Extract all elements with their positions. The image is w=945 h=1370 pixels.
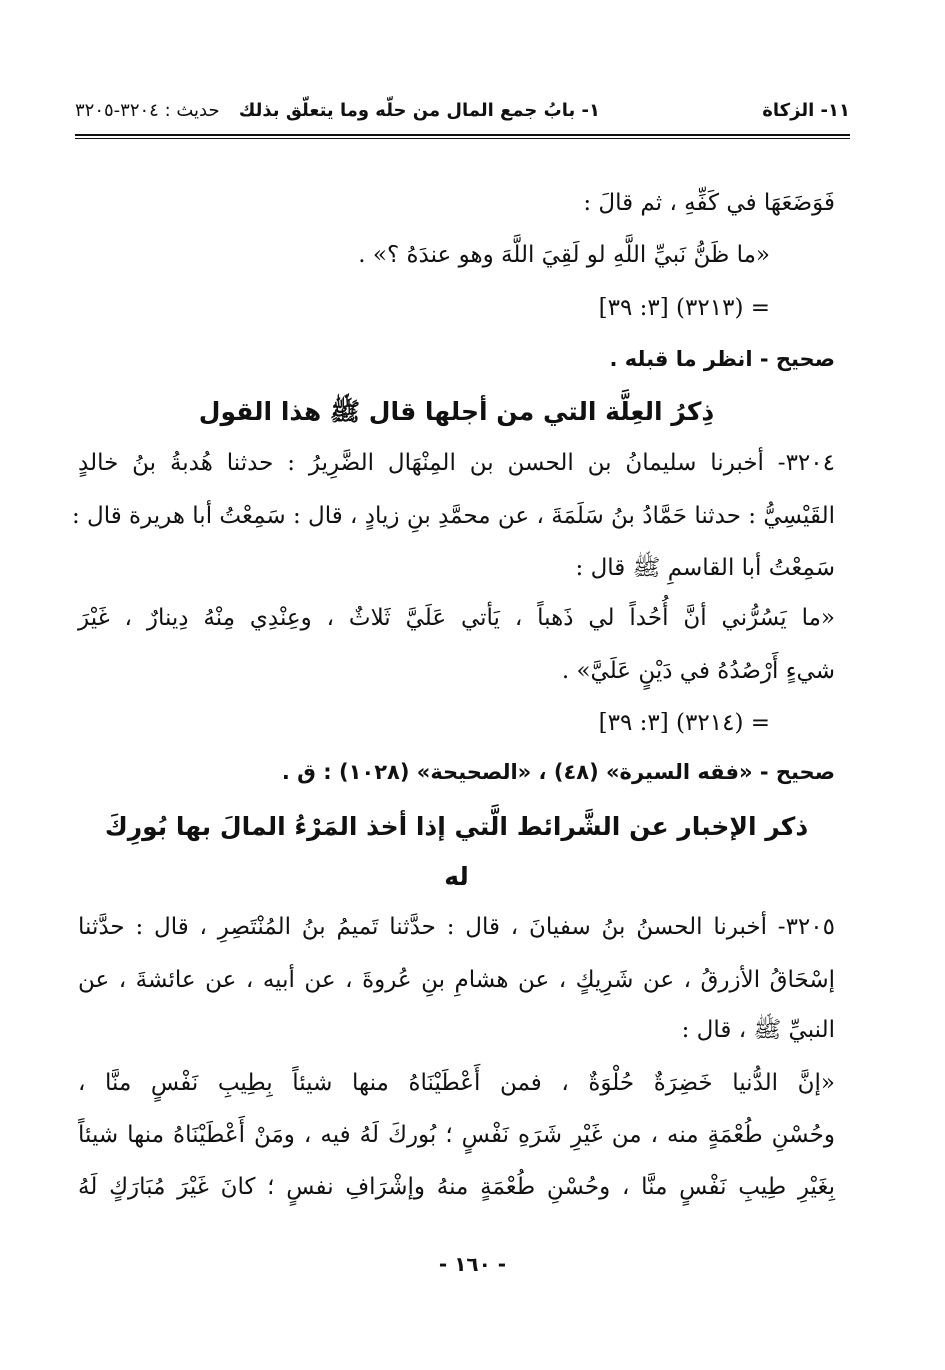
header-rule (75, 134, 850, 136)
section-heading: ذكر الإخبار عن الشَّرائط الَّتي إذا أخذ المَرْءُ المالَ بها بُورِكَ (104, 812, 809, 841)
hadith-3205-line: النبيِّ ﷺ ، قال : (681, 1017, 835, 1043)
hadith-3205-line: إسْحَاقُ الأزرقُ ، عن شَرِيكٍ ، عن هشامِ بنِ عُروةَ ، عن أبيه ، عن عائشةَ ، عن (78, 967, 835, 993)
reference-line: = (٣٢١٤) [٣: ٣٩] (598, 710, 770, 736)
section-heading-cont: له (444, 862, 469, 891)
chapter-title: ١١- الزكاة (762, 100, 850, 121)
grading-line: صحيح - انظر ما قبله . (609, 347, 835, 371)
hadith-3204-line: ٣٢٠٤- أخبرنا سليمانُ بن الحسن بن المِنْهَال الضَّرِيرُ : حدثنا هُدبةُ بنُ خالدٍ (78, 450, 835, 476)
hadith-3205-matn: وحُسْنِ طُعْمَةٍ منه ، من غَيْرِ شَرَهِ نَفْسٍ ؛ بُوركَ لَهُ فيه ، ومَنْ أَعْطَيْنَاهُ منها شيئاً (78, 1122, 835, 1148)
hadith-3204-line: سَمِعْتُ أبا القاسمِ ﷺ قال : (575, 555, 835, 581)
hadith-3205-matn: «إنَّ الدُّنيا خَضِرَةٌ حُلْوَةٌ ، فمن أَعْطَيْنَاهُ منها شيئاً بِطِيبِ نَفْسٍ منَّا ، (78, 1070, 835, 1096)
section-title: ١- بابُ جمع المال من حلّه وما يتعلّق بذلك (238, 100, 600, 121)
hadith-3204-matn: شيءٍ أَرْصُدُهُ في دَيْنٍ عَلَيَّ» . (561, 658, 835, 684)
hadith-range: حديث : ٣٢٠٤-٣٢٠٥ (75, 100, 220, 121)
running-header (75, 96, 850, 128)
hadith-3205-matn: بِغَيْرِ طِيبِ نَفْسٍ منَّا ، وحُسْنِ طُعْمَةٍ منهُ وإشْرَافِ نفسٍ ؛ كانَ غَيْرَ مُبَارَكٍ لَهُ (78, 1174, 835, 1200)
text-line: فَوَضَعَهَا في كَفِّهِ ، ثم قالَ : (583, 190, 835, 216)
hadith-3204-matn: «ما يَسُرُّني أنَّ أُحُداً لي ذَهباً ، يَأتي عَلَيَّ ثَلاثٌ ، وعِنْدِي مِنْهُ دِينارٌ ، غَيْرَ (78, 605, 835, 631)
hadith-3205-line: ٣٢٠٥- أخبرنا الحسنُ بنُ سفيانَ ، قال : حدَّثنا تَميمُ بنُ المُنْتَصِرِ ، قال : حدَّثنا (78, 914, 835, 940)
hadith-3204-line: القَيْسِيُّ : حدثنا حَمَّادُ بنُ سَلَمَةَ ، عن محمَّدِ بنِ زيادٍ ، قال : سَمِعْتُ أبا هريرة قال : (71, 503, 835, 529)
quote-line: «ما ظَنُّ نَبيِّ اللَّهِ لو لَقِيَ اللَّهَ وهو عندَهُ ؟» . (358, 242, 770, 268)
header-rule-thin (75, 138, 850, 139)
section-heading: ذِكرُ العِلَّة التي من أجلها قال ﷺ هذا القول (198, 397, 715, 426)
reference-line: = (٣٢١٣) [٣: ٣٩] (598, 295, 770, 321)
page-number: - ١٦٠ - (438, 1252, 507, 1276)
grading-line: صحيح - «فقه السيرة» (٤٨) ، «الصحيحة» (١٠٢٨) : ق . (281, 760, 835, 784)
